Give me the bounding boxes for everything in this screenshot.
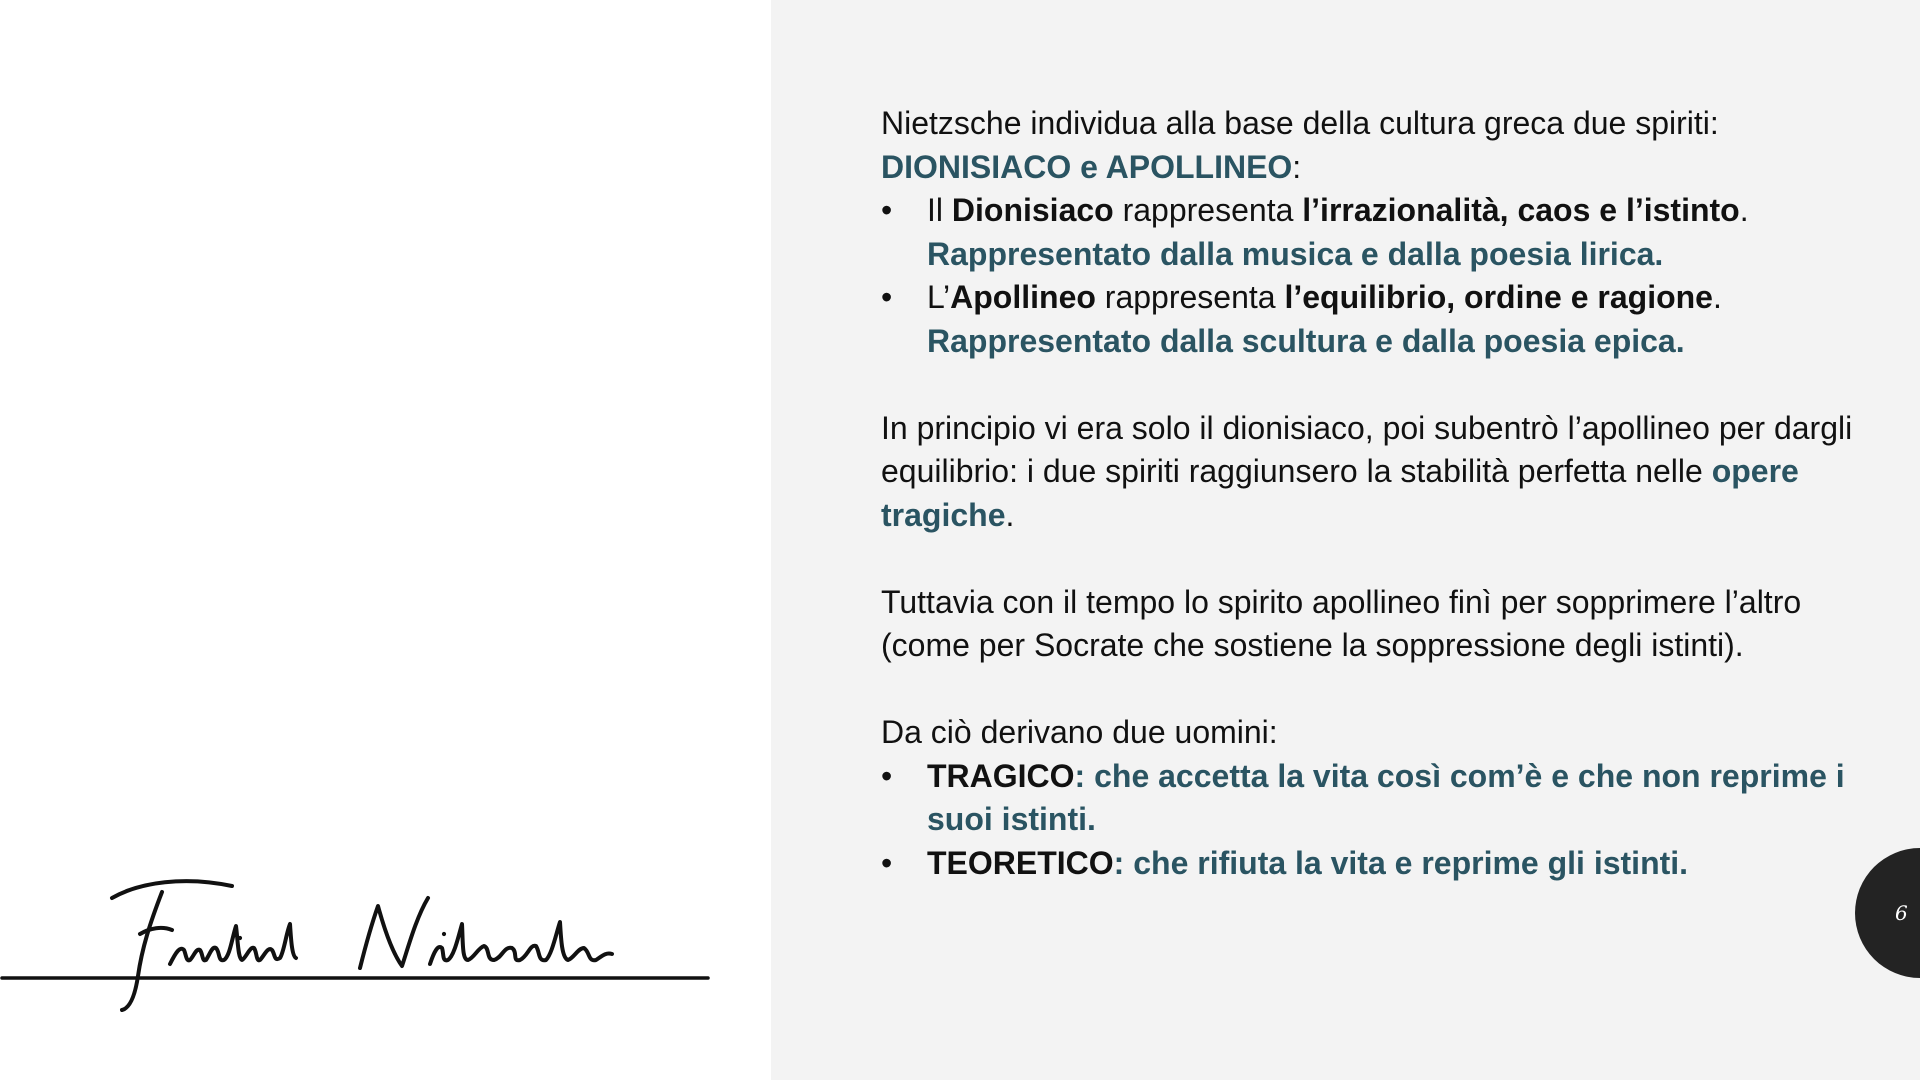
list-item-tragico xyxy=(881,755,1871,842)
bullet: • xyxy=(881,279,893,315)
dionisiaco-end: . xyxy=(1739,192,1749,228)
dionisiaco-traits: l’irrazionalità, caos e l’istinto xyxy=(1302,192,1740,228)
dionisiaco-mid: rappresenta xyxy=(1113,192,1303,228)
slide-body xyxy=(881,102,1871,885)
signature-image xyxy=(0,868,712,1018)
apollineo-end: . xyxy=(1712,279,1722,315)
apollineo-note: Rappresentato dalla scultura e dalla poesia epica. xyxy=(927,322,1685,359)
socrates-paragraph: Tuttavia con il tempo lo spirito apollineo finì per sopprimere l’altro (come per Socrate che sostiene la soppressione degli istinti). xyxy=(881,583,1802,663)
apollineo-traits: l’equilibrio, ordine e ragione xyxy=(1284,279,1713,315)
intro-paragraph xyxy=(881,102,1871,189)
intro-text: Nietzsche individua alla base della cultura greca due spiriti: xyxy=(881,105,1719,141)
bullet: • xyxy=(881,844,893,881)
teoretico-desc: che rifiuta la vita e reprime gli istinti. xyxy=(1124,844,1689,881)
tragico-sep: : xyxy=(1074,757,1086,794)
spirits-colon: : xyxy=(1292,148,1302,185)
tragico-desc: che accetta la vita così com’è e che non reprime i suoi istinti. xyxy=(927,757,1845,837)
tragico-term: TRAGICO xyxy=(927,757,1075,794)
bullet: • xyxy=(881,192,893,228)
spacer xyxy=(881,537,1871,581)
list-item-apollineo xyxy=(881,276,1871,363)
history-paragraph xyxy=(881,407,1871,538)
history-accent: opere tragiche xyxy=(881,453,1799,533)
teoretico-sep: : xyxy=(1113,844,1125,881)
men-list xyxy=(881,755,1871,886)
men-intro: Da ciò derivano due uomini: xyxy=(881,714,1278,750)
page-number: 6 xyxy=(1895,901,1908,925)
bullet: • xyxy=(881,757,893,794)
left-panel xyxy=(0,0,771,1080)
history-text: In principio vi era solo il dionisiaco, poi subentrò l’apollineo per dargli equilibrio: i due spiriti raggiunsero la stabilità perfetta nelle xyxy=(881,409,1853,489)
spirits-list xyxy=(881,189,1871,363)
history-end: . xyxy=(1005,496,1015,533)
spacer xyxy=(881,668,1871,712)
list-item-dionisiaco xyxy=(881,189,1871,276)
spirits-joiner: e xyxy=(1071,148,1106,185)
teoretico-term: TEORETICO xyxy=(927,844,1114,881)
spirit-dionisiaco: DIONISIACO xyxy=(881,148,1072,185)
spacer xyxy=(881,363,1871,407)
apollineo-term: Apollineo xyxy=(950,279,1096,315)
dionisiaco-pre: Il xyxy=(927,192,952,228)
list-item-teoretico xyxy=(881,842,1871,886)
dionisiaco-term: Dionisiaco xyxy=(951,192,1114,228)
spirit-apollineo: APOLLINEO xyxy=(1105,148,1293,185)
dionisiaco-note: Rappresentato dalla musica e dalla poesia lirica. xyxy=(927,235,1664,272)
apollineo-mid: rappresenta xyxy=(1095,279,1285,315)
apollineo-pre: L’ xyxy=(927,279,951,315)
